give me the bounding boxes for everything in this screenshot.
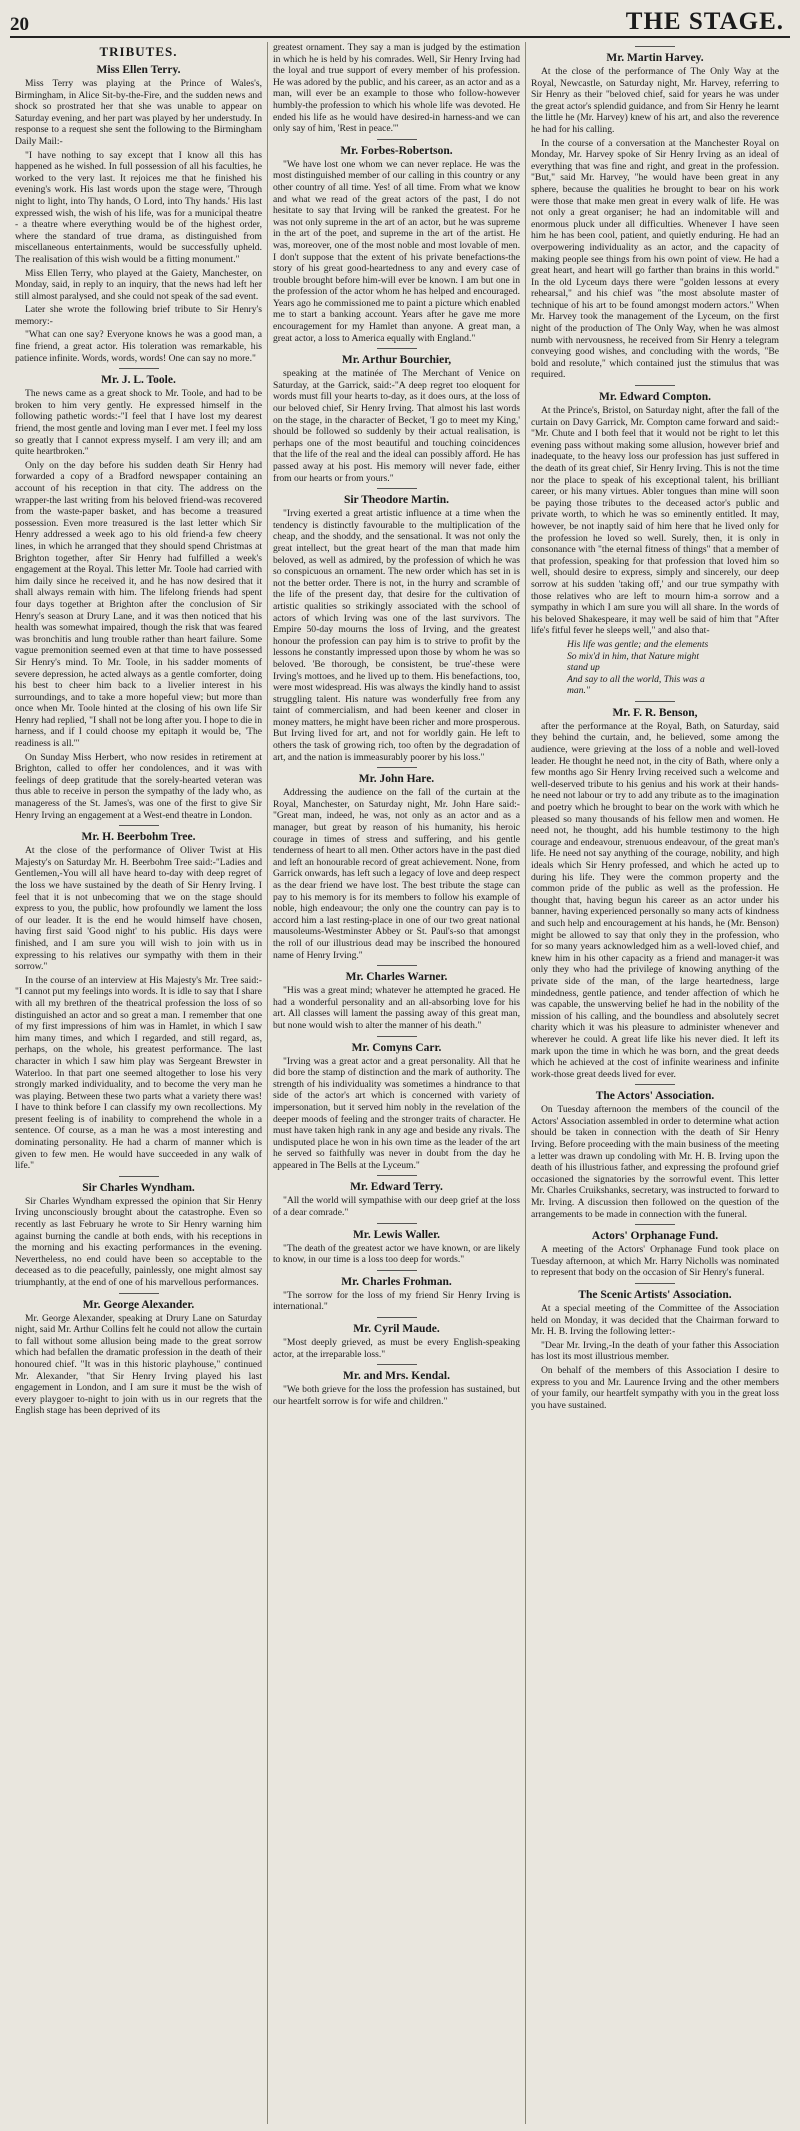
article-paragraph: In the course of a conversation at the Manchester Royal on Monday, Mr. Harvey spoke of Sir Henry Irving as an ideal of everything that was fine and right, and great in the profession. "But," said Mr. Harvey, "he would have been great in any sphere, because the qualities he brought to bear on his work were those that make men great in every walk of life. He was not only a great organiser; he had an indomitable will and enormous pluck under all difficulties. Whenever I have seen him he has been cool, patient, and quietly enduring. He had an overpowering individuality as an actor, and the capacity of making people see things from his own point of view. He had a great heart, and heart will go farther than brains in this world." In the old Lyceum days there were "golden lessons at every rehearsal," and his chief was "the most absolute master of technique of his art to be found amongst modern actors." When Mr. Harvey took the management of the Lyceum, on the first night of the production of The Only Way, when he was almost numb with nervousness, he received from Sir Henry a telegram conveying good wishes, and concluding with the words, "Be bold and resolute," which contained just the stimulus that was required. (531, 137, 779, 381)
article-body (15, 78, 262, 364)
article (15, 368, 262, 821)
article-heading: The Actors' Association. (595, 1090, 715, 1103)
article (531, 385, 779, 697)
verse-line: stand up (567, 662, 600, 674)
article-paragraph: "The sorrow for the loss of my friend Sir Henry Irving is international." (273, 1289, 520, 1313)
article (273, 1036, 520, 1172)
article-body (273, 1056, 520, 1172)
article-divider (119, 1293, 159, 1294)
article-heading: Sir Charles Wyndham. (82, 1181, 195, 1194)
section-title: TRIBUTES. (99, 44, 178, 59)
article (273, 488, 520, 763)
verse-line: So mix'd in him, that Nature might (567, 650, 700, 662)
article (15, 1293, 262, 1417)
article-heading: Mr. Lewis Waller. (352, 1228, 441, 1241)
article-paragraph: "Irving exerted a great artistic influence at a time when the tendency is distinctly favourable to the multiplication of the cheap, and the shoddy, and the sensational. It was not only the great intellect, but the great heart of the man that made him beloved, as well as admired, by the profession of which he was so conspicuous an ornament. The new order which has set in is not the better order. There is not, in the hurry and scramble of the life of the present day, that desire for the cultivation of artistic qualities so strikingly associated with the school of actors of which Irving was one of the last survivors. The Empire 50-day mourns the loss of Irving, and the greatest honour the profession can pay him is to strive to profit by the lessons he constantly impressed upon those by whom he was so beloved. 'Be thorough, be consistent, be true'-these were Irving's mottoes, and he lived up to them. His benefactions, too, were most widespread. His was always the kindly hand to assist struggling talent. His nature was wonderfully free from any taint of commercialism, and had been keener and closer in money matters, he might have been richer and more prosperous. But Irving lived for art, and not for worldly gain. He left to others the task of growing rich, too often by the degradation of art, and the nation is immeasurably poorer by his loss." (273, 508, 520, 763)
article-body (273, 508, 520, 763)
article-divider (635, 1224, 675, 1225)
article (531, 701, 779, 1080)
verse-line: man." (567, 685, 590, 697)
article-divider (635, 1283, 675, 1284)
masthead (10, 6, 790, 38)
article-body (273, 787, 520, 961)
article-paragraph: after the performance at the Royal, Bath, on Saturday, said they behind the curtain, and, he believed, some among the audience, were grieving at the loss of a noble and well-loved leader. He thought he need not, in the city of Bath, where only a few months ago Sir Henry Irving received such a welcome and well-deserved tribute to his genius and his work at their hands-he need not labour or try to add any tribute as to the imagination and poetry which he brought to bear on the work with which he pleased so many thousands of his fellow men and women. He need not, he thought, add his humble testimony to the high courage and endeavour, strenuous endeavour, of the great man's life. He need not say anything of the courage, nobility, and high ideals which Sir Henry professed, and which he acted up to during his life. They were the common property and the common pride of the public as well as the profession. He thought that, having begun his career as an actor under his banner, having experienced personally so many acts of kindness and such help and encouragement at his hands, he (Mr. Benson) might be allowed to say that only they in the profession, who for so many years acknowledged him as a well-loved chief, and knew him in his other capacity as a friend and manager-it was only they who had the privilege of knowing anything of the private side of the man, of the large heartedness, large mindedness, gentle patience, and tender affection of which he was capable, the unswerving belief he had in the nobility of the mission of his calling, and the boundless and absolutely secret charity which it was his pleasure to administer whenever and wherever he could. A great life like his never died. It left its mark upon the time in which he was born, and the great deeds which he achieved at the cost of infinite weariness and infinite work-those great deeds lived for ever. (531, 720, 779, 1080)
article-paragraph: "The death of the greatest actor we have known, or are likely to know, in our time is a loss too deep for words." (273, 1242, 520, 1266)
article-paragraph: At the Prince's, Bristol, on Saturday night, after the fall of the curtain on Davy Garrick, Mr. Compton came forward and said:-"Mr. Chute and I both feel that it would not be right to let this evening pass without making some allusion, however brief and inadequate, to the heavy loss our profession has just suffered in the death of its great chief, Sir Henry Irving. This is not the time nor the place to speak of his exceptional talent, his brilliant career, or his many virtues. Abler tongues than mine will soon be paying those tributes to the deceased actor's public and private worth, to which he was so eminently entitled. It may, however, be not inaptly said of him here that he lived only for the profession he loved so well. Surely, then, it is only in consonance with "the eternal fitness of things" that a member of that profession, speaking for that profession that loved him so well, should desire to express, simply and sincerely, our deep sorrow at his sudden 'taking off,' and our true sympathy with those relatives who are left to mourn him-a sorrow and a sympathy in which I am sure you will all share. In the words of his beloved Shakespeare, it may well be said of him that "After life's fitful fever he sleeps well," and also that- (531, 405, 779, 637)
columns-container (10, 42, 790, 2124)
article-heading: Mr. and Mrs. Kendal. (343, 1370, 450, 1383)
article-body (15, 845, 262, 1172)
article-paragraph: "Most deeply grieved, as must be every English-speaking actor, at the irreparable loss." (273, 1337, 520, 1360)
article (273, 767, 520, 961)
article-heading: The Scenic Artists' Association. (578, 1289, 732, 1301)
article-body (15, 1313, 262, 1417)
article-heading: Mr. Arthur Bourchier, (341, 354, 452, 367)
article-divider (635, 701, 675, 702)
column-3 (526, 42, 784, 2124)
article-heading: Mr. Edward Terry. (350, 1181, 443, 1194)
article-heading: Mr. Edward Compton. (598, 391, 712, 404)
article-body (531, 405, 779, 697)
article-divider (377, 767, 417, 768)
article-body (273, 368, 520, 484)
article-heading: Mr. J. L. Toole. (101, 374, 176, 387)
article-body (531, 1244, 779, 1279)
article-heading: Mr. Forbes-Robertson. (340, 144, 453, 157)
article-heading: Mr. Charles Frohman. (341, 1275, 452, 1288)
article-heading: Mr. Martin Harvey. (606, 52, 704, 64)
article-body (531, 721, 779, 1080)
article (15, 1176, 262, 1289)
article-paragraph: Miss Ellen Terry, who played at the Gaiety, Manchester, on Monday, said, in reply to an inquiry, that the news had left her still almost paralysed, and she could not speak of the sad event. (15, 267, 262, 302)
article-paragraph: "His was a great mind; whatever he attempted he graced. He had a wonderful personality and an all-absorbing love for his art. All classes will lament the passing away of this great man, but none would wish to alter the manner of his death." (273, 985, 520, 1031)
article (273, 139, 520, 345)
article (273, 1223, 520, 1266)
article-paragraph: At the close of the performance of The Only Way at the Royal, Newcastle, on Saturday night, Mr. Harvey, referring to Sir Henry as their "beloved chief, said for years he was under the great actor's splendid guidance, and from Sir Henry he learnt the little he (Mr. Harvey) knew of his art, and also the reverence he had for his calling. (531, 66, 779, 135)
article-paragraph: speaking at the matinée of The Merchant of Venice on Saturday, at the Garrick, said:-"A deep regret too eloquent for words must fill your hearts to-day, as it does ours, at the loss of our beloved chief, Sir Henry Irving. That almost his last words on the stage, in the character of Becket, 'I go to meet my King,' should be followed so suddenly by their actual realisation, is perhaps one of the most beautiful and touching coincidences that the life of the real and the ideal can possibly afford. He has passed away at his post. His memory will never fade, either from our hearts or from yours." (273, 368, 520, 484)
article-body (273, 1290, 520, 1313)
article (273, 1364, 520, 1407)
article (273, 348, 520, 484)
article (531, 1283, 779, 1411)
article-heading: Mr. H. Beerbohm Tree. (81, 831, 196, 844)
article-heading: Mr. F. R. Benson, (612, 706, 698, 719)
article-paragraph: "What can one say? Everyone knows he was a good man, a fine friend, a great actor. His toleration was remarkable, his patience infinite. Words, words, words! One can say no more." (15, 329, 262, 364)
article-body (531, 1104, 779, 1220)
article-paragraph: "We have lost one whom we can never replace. He was the most distinguished member of our calling in this country or any other country of all time. Yes! of all time. From what we know and what we read of the great actors of the past, I do not hesitate to say that Irving will be ranked the greatest. For he was not only supreme in the art of an actor, but he was supreme in the art of the poet, and supreme in the art of the artist. He was, moreover, one of the most noble and most lovable of men. I don't suppose that the extent of his private benefactions-the story of his great good-heartedness to any and every case of trouble brought before him-will ever be known. I am but one in the profession of the actor whom he has helped and encouraged. Years ago he commissioned me to paint a picture which enabled me to start a banking account. Years after he gave me more encouragement for my Hamlet than anyone. A great man, a great actor, a loss to America equally with England." (273, 158, 520, 344)
article-divider (377, 965, 417, 966)
article (273, 1270, 520, 1313)
article (273, 42, 520, 135)
article-body (273, 159, 520, 345)
article-body (273, 1243, 520, 1266)
article-body (273, 1337, 520, 1360)
article-body (531, 66, 779, 381)
article-divider (377, 488, 417, 489)
article (15, 825, 262, 1172)
article (273, 965, 520, 1031)
article (531, 46, 779, 381)
article-divider (377, 1223, 417, 1224)
article-divider (377, 1270, 417, 1271)
article-paragraph: On Sunday Miss Herbert, who now resides in retirement at Brighton, called to offer her condolences, and it was with feelings of deep gratitude that the sorely-hearted veteran was thus able to receive in person the sympathy of the lady who, as manageress of the St. James's, was one of the first to give Sir Henry Irving an engagement at a West-end theatre in London. (15, 751, 262, 821)
article-divider (119, 1176, 159, 1177)
article-heading: Mr. Cyril Maude. (353, 1323, 440, 1336)
article-heading: Mr. Charles Warner. (345, 971, 448, 984)
article-divider (119, 368, 159, 369)
article-paragraph: In the course of an interview at His Majesty's Mr. Tree said:-"I cannot put my feelings into words. It is idle to say that I share with all my brethren of the theatrical profession the loss of so distinguished an actor and so great a man. I remember that one of my first impressions of him was in Hamlet, in which I saw him many times, and which I regarded, and still regard, as, perhaps, on the whole, his greatest performance. The last character in which I saw him play was Sergeant Brewster in Waterloo. In that part one seemed altogether to lose his very strongly marked individuality, and to become the very man he was playing. Between these two parts what a variety there was! I have to think before I can classify my own recollections. My present feeling is of inability to comprehend the whole in a sentence. Of course, as a man he was a most interesting and dominating personality. He had a charm of manner which is given to few men. He would have succeeded in any walk of life." (15, 974, 262, 1172)
article-body (15, 1196, 262, 1289)
article-body (273, 985, 520, 1031)
article-paragraph: "Irving was a great actor and a great personality. All that he did bore the stamp of distinction and the mark of authority. The strength of his individuality was sometimes a hindrance to that side of the actor's art which is concerned with variety of impersonation, but it served him nobly in the revelation of the deeper moods of feeling and the stronger traits of character. He must have taken high rank in any age and beside any rivals. The undisputed place he won in his own time as the leader of the art he served so faithfully was never in doubt from the day he appeared in The Bells at the Lyceum." (273, 1055, 520, 1171)
article-divider (635, 46, 675, 47)
article-heading: Mr. George Alexander. (82, 1298, 195, 1311)
article-body (531, 1303, 779, 1411)
article-paragraph: On Tuesday afternoon the members of the council of the Actors' Association assembled in order to determine what action should be taken in connection with the death of Sir Henry Irving. Before proceeding with the main business of the meeting a letter was drawn up condoling with Mr. H. B. Irving upon the death of his illustrious father, and expressing the profound grief occasioned the signatories by the sorrowful event. This letter Mr. Charles Cruikshanks, secretary, was instructed to forward to Mr. Irving. A discussion then followed on the question of the arrangements to be made in connection with the funeral. (531, 1104, 779, 1220)
article (15, 64, 262, 364)
article-body (273, 1195, 520, 1218)
article-heading: Mr. Comyns Carr. (351, 1041, 442, 1054)
column-1 (10, 42, 268, 2124)
verse-line: His life was gentle; and the elements (567, 638, 709, 650)
article-paragraph: On behalf of the members of this Association I desire to express to you and Mr. Laurence Irving and the other members of your family, our heartfelt sympathy with you in the great loss you have sustained. (531, 1364, 779, 1411)
article-paragraph: Only on the day before his sudden death Sir Henry had forwarded a copy of a Bradford newspaper containing an account of his reception in that city. The address on the wrapper-the last writing from his beloved friend-was recovered from the waste-paper basket, and has become a treasured possession. Even more treasured is the last letter which Sir Henry addressed a week ago to his old friend-a few cheery lines, in which he arranged that they should spend Christmas at Brighton together, after Sir Henry had fulfilled a week's engagement at the Royal. This letter Mr. Toole had carried with him daily since he received it, and he has now desired that it shall always remain with him. The lifelong friends had spent four days together at Brighton after the conclusion of Sir Henry's season at Drury Lane, and it was then noticed that his health was somewhat impaired, though the risk that was feared was bronchitis and lung trouble rather than heart failure. Some vague premonition seemed even at that time to have possessed Sir Henry's mind. To Mr. Toole, in his sadder moments of severe depression, he acted always as a gentle comforter, doing his best to cheer him back to a livelier interest in his surroundings, and to take a more hopeful view; but more than once when Mr. Toole hinted at the closing of his own life Sir Henry had replied, "I shall not be long after you. I hope to die in harness, and if I could choose my epitaph it would be, 'The readiness is all.'" (15, 459, 262, 750)
page-number: 20 (10, 14, 29, 35)
article-paragraph: "Dear Mr. Irving,-In the death of your father this Association has lost its most illustrious member. (531, 1339, 779, 1363)
article-body (273, 42, 520, 135)
column-2 (268, 42, 526, 2124)
article (273, 1175, 520, 1218)
article (531, 1224, 779, 1279)
article-paragraph: "We both grieve for the loss the profession has sustained, but our heartfelt sorrow is for wife and children." (273, 1384, 520, 1407)
article-paragraph: The news came as a great shock to Mr. Toole, and had to be broken to him very gently. He expressed himself in the following pathetic words:-"I feel that I have lost my dearest friend, the most gentle and loving man I ever met. I feel my loss so greatly that I cannot express myself. I am very ill; and am quite heartbroken." (15, 388, 262, 458)
article-paragraph: Addressing the audience on the fall of the curtain at the Royal, Manchester, on Saturday night, Mr. John Hare said:-"Great man, indeed, he was, not only as an actor and as a manager, but great by reason of his humanity, his heroic courage in times of stress and suffering, and his gentle tenderness of heart to all men. Other actors have in the past died and left an honourable record of great achievement. None, from Garrick onwards, has left such a legacy of love and deep respect as the dear friend we have lost. The best tribute the stage can pay to his memory is for its members to follow his example of noble, high endeavour; the only one the country can pay is to accord him a last resting-place in one of our two great national mausoleums-Westminster Abbey or St. Paul's-so that amongst the roll of our illustrious dead may be inscribed the honoured name of Henry Irving." (273, 787, 520, 961)
article-paragraph: Sir Charles Wyndham expressed the opinion that Sir Henry Irving unconsciously brought about the catastrophe. Even so recently as last February he wrote to Sir Henry warning him against burning the candle at both ends, with his receptions in the morning and his exacting performances in the evening. Nevertheless, no end could have been so acceptable to the deceased as to die peacefully, painlessly, one might almost say triumphantly, at the end of one of his marvellous performances. (15, 1195, 262, 1288)
article-divider (377, 348, 417, 349)
article-paragraph: A meeting of the Actors' Orphanage Fund took place on Tuesday afternoon, at which Mr. Harry Nicholls was nominated to represent that body on the occasion of Sir Henry's funeral. (531, 1244, 779, 1279)
article-divider (377, 139, 417, 140)
article-paragraph: "I have nothing to say except that I know all this has happened as he wished. In full possession of all his faculties, he worked to the very last. It rejoices me that he finished his evening's work. His last words upon the stage were, 'Through night to light, into Thy hands, O Lord, into Thy hands.' His last expressed wish, the wish of his life, was for a municipal theatre - a theatre where everything would be of the highest order, where the standard of true drama, as distinguished from miscellaneous entertainments, would be successfully upheld. The realisation of this wish would be a fitting monument." (15, 149, 262, 265)
article-divider (377, 1317, 417, 1318)
article-divider (377, 1364, 417, 1365)
article-body (15, 388, 262, 821)
article-heading: Miss Ellen Terry. (96, 64, 181, 76)
article-heading: Mr. John Hare. (358, 773, 435, 786)
article-divider (119, 825, 159, 826)
article-paragraph: Mr. George Alexander, speaking at Drury Lane on Saturday night, said Mr. Arthur Collins felt he could not allow the curtain to fall without some allusion being made to the great sorrow which had befallen the dramatic profession in the death of their honoured chief. "It was in this historic playhouse," continued Mr. Alexander, "that Sir Henry Irving played his last engagement in London, and I am sure it must be the wish of every playgoer to-night to join with us in our regrets that the English stage has been deprived of its (15, 1312, 262, 1417)
article-paragraph: Later she wrote the following brief tribute to Sir Henry's memory:- (15, 304, 262, 327)
article-paragraph: greatest ornament. They say a man is judged by the estimation in which he is held by his comrades. Well, Sir Henry Irving had the loyal and true support of every member of his profession. He was adored by the public, and his career, as an actor and as a man, will ever be an example to those who follow-however humbly-the profession to which his whole life was devoted. He ended his life as he would have desired-in harness-and we can only say of him, 'Rest in peace.'" (273, 42, 520, 135)
article (273, 1317, 520, 1360)
article (531, 1084, 779, 1220)
article-divider (635, 385, 675, 386)
article-divider (377, 1036, 417, 1037)
article-divider (377, 1175, 417, 1176)
article-paragraph: At the close of the performance of Oliver Twist at His Majesty's on Saturday Mr. H. Beerbohm Tree said:-"Ladies and Gentlemen,-You will all have heard to-day with deep regret of the loss we have sustained by the death of Sir Henry Irving. I feel that it is not unbecoming that we on the stage should express to you, the public, how profoundly we lament the loss of our leader. It is the end he would himself have chosen, having first said 'Good night' to his public. His days were finished, and I am sure you will wish to join with us in expressing to his relatives our sympathy with them in their sorrow." (15, 845, 262, 973)
article-paragraph: At a special meeting of the Committee of the Association held on Monday, it was decided that the Chairman forward to Mr. H. B. Irving the following letter:- (531, 1303, 779, 1338)
paper-title: THE STAGE. (625, 8, 784, 35)
article-heading: Actors' Orphanage Fund. (591, 1230, 719, 1243)
verse-line: And say to all the world, This was a (567, 673, 705, 685)
article-body (273, 1384, 520, 1407)
article-divider (635, 1084, 675, 1085)
article-heading: Sir Theodore Martin. (343, 494, 450, 507)
article-paragraph: "All the world will sympathise with our deep grief at the loss of a dear comrade." (273, 1195, 520, 1219)
article-paragraph: Miss Terry was playing at the Prince of Wales's, Birmingham, in Alice Sit-by-the-Fire, and the sudden news and shock so prostrated her that she was unable to appear on Saturday evening, and her part was played by her understudy. In response to a request she sent the following to the Birmingham Daily Mail:- (15, 78, 262, 147)
